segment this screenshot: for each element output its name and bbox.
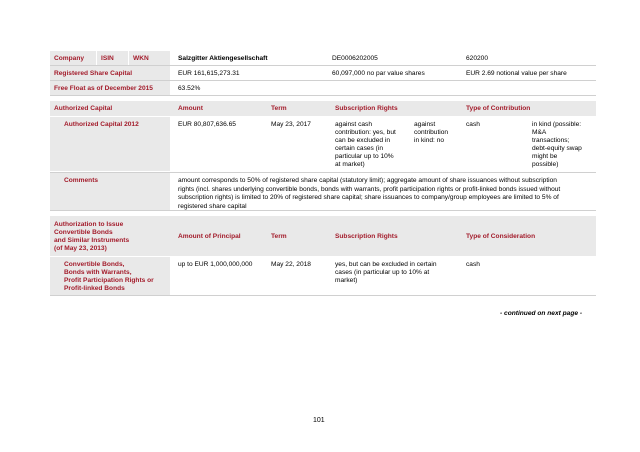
rights-kind: against contribution in kind: no (414, 121, 449, 144)
bonds-row-name: Convertible Bonds, Bonds with Warrants, Profit Participation Rights or Profit-linked Bonds (64, 261, 154, 292)
authorized-amount-header: Amount (178, 105, 203, 112)
bonds-principal-header: Amount of Principal (178, 233, 241, 240)
authorized-capital-2012-name: Authorized Capital 2012 (64, 121, 139, 128)
rights-cash: against cash contribution: yes, but can be excluded in certain cases (in particular up to 10% at market) (335, 121, 396, 168)
free-float-label: Free Float as of December 2015 (54, 85, 153, 92)
bonds-row-term: May 22, 2018 (271, 261, 311, 268)
contribution-cash: cash (466, 121, 480, 128)
isin-value: DE0006202005 (332, 55, 378, 62)
bonds-row-consideration: cash (466, 261, 480, 268)
company-name: Salzgitter Aktiengesellschaft (178, 55, 268, 62)
registered-capital-shares: 60,097,000 no par value shares (332, 70, 425, 77)
bonds-rights-header: Subscription Rights (335, 233, 398, 240)
bonds-consideration-header: Type of Consideration (466, 233, 536, 240)
wkn-value: 620200 (466, 55, 489, 62)
registered-capital-label: Registered Share Capital (54, 70, 133, 77)
comments-text: amount corresponds to 50% of registered share capital (statutory limit); aggregate amount of share issuances without subscription rights (incl. shares underlying convertible bonds, bonds with warrants, profit participation rights or profit-linked bonds issued without subscription rights) is limited to 20% of registered share capital; share issuances to company/group employees are limited to 5% of registered share capital (178, 177, 561, 210)
authorized-capital-2012-term: May 23, 2017 (271, 121, 311, 128)
authorized-capital-2012-amount: EUR 80,807,636.65 (178, 121, 236, 128)
contribution-kind: in kind (possible: M&A transactions; debt-equity swap might be possible) (532, 121, 582, 168)
bonds-row-principal: up to EUR 1,000,000,000 (178, 261, 253, 268)
continued-note: - continued on next page - (500, 310, 583, 317)
wkn-label: WKN (133, 55, 149, 62)
bonds-row-rights: yes, but can be excluded in certain cases (in particular up to 10% at market) (335, 261, 437, 284)
page-number: 101 (313, 417, 325, 424)
authorized-rights-header: Subscription Rights (335, 105, 398, 112)
bonds-term-header: Term (271, 233, 287, 240)
authorized-contribution-header: Type of Contribution (466, 105, 531, 112)
authorized-capital-title: Authorized Capital (54, 105, 113, 112)
free-float-value: 63.52% (178, 85, 201, 92)
registered-capital-amount: EUR 161,615,273.31 (178, 70, 240, 77)
comments-label: Comments (64, 177, 99, 184)
company-label: Company (54, 55, 85, 62)
authorized-term-header: Term (271, 105, 287, 112)
registered-capital-notional: EUR 2.69 notional value per share (466, 70, 567, 77)
bonds-section-title: Authorization to Issue Convertible Bonds and Similar Instruments (of May 23, 2013) (54, 221, 130, 252)
isin-label: ISIN (101, 55, 114, 62)
